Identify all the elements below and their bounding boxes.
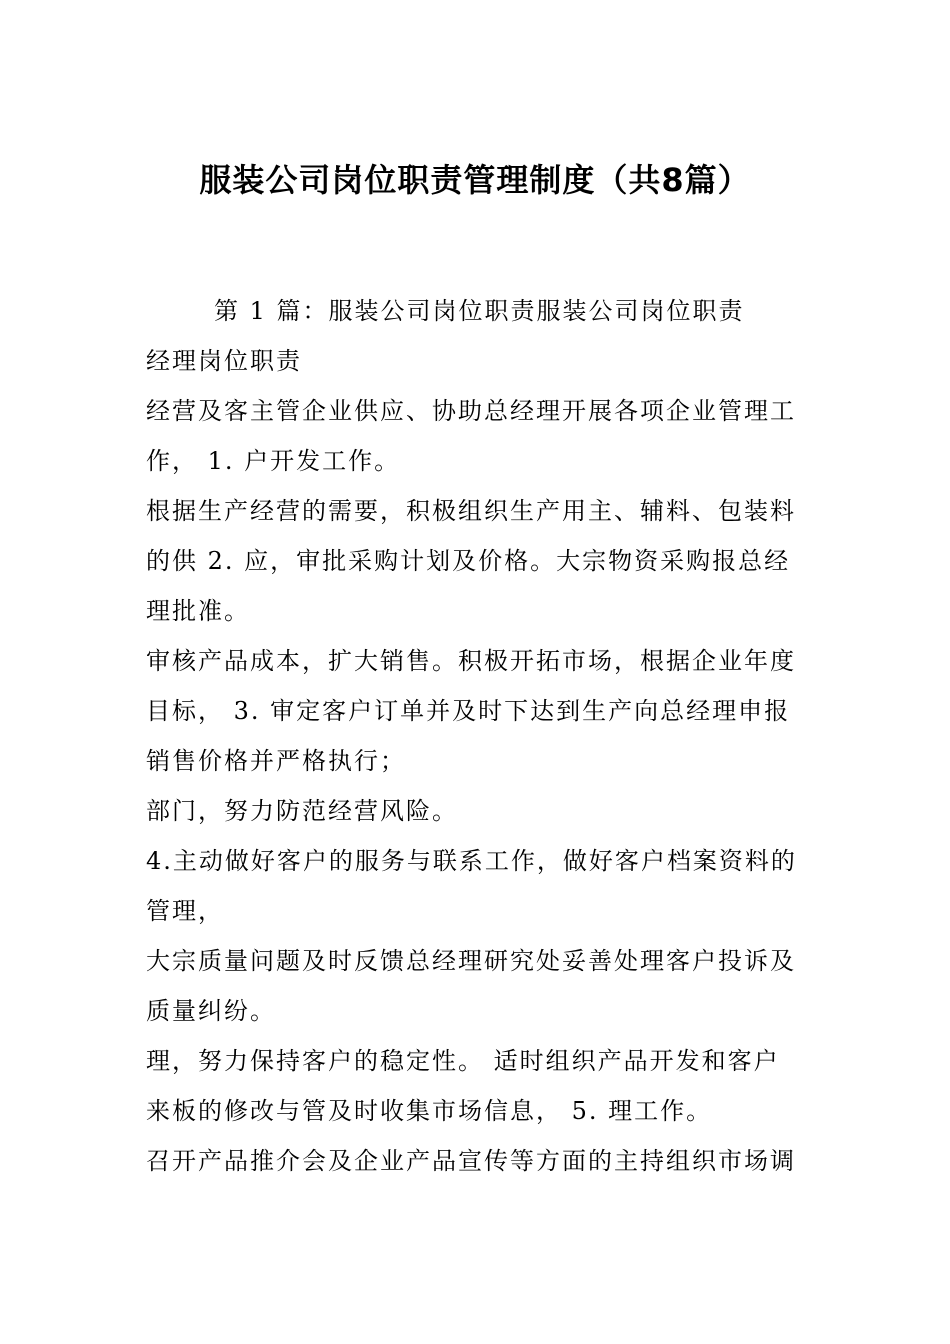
document-title: 服装公司岗位职责管理制度（共8篇）	[199, 161, 751, 199]
paragraph-line: 销售价格并严格执行；	[146, 747, 406, 775]
paragraph-line: 来板的修改与管及时收集市场信息， 5. 理工作。	[146, 1097, 713, 1125]
paragraph-line: 经营及客主管企业供应、协助总经理开展各项企业管理工	[146, 397, 796, 425]
paragraph-line: 理，努力保持客户的稳定性。 适时组织产品开发和客户	[146, 1047, 780, 1075]
paragraph-line: 理批准。	[146, 597, 250, 625]
paragraph-line: 召开产品推介会及企业产品宣传等方面的主持组织市场调	[146, 1147, 796, 1175]
paragraph-line: 根据生产经营的需要，积极组织生产用主、辅料、包装料	[146, 497, 796, 525]
paragraph-line: 4.主动做好客户的服务与联系工作，做好客户档案资料的	[146, 847, 797, 875]
paragraph-line: 审核产品成本，扩大销售。积极开拓市场，根据企业年度	[146, 647, 796, 675]
paragraph-line: 质量纠纷。	[146, 997, 276, 1025]
paragraph-line: 的供 2. 应，审批采购计划及价格。大宗物资采购报总经	[146, 547, 791, 575]
paragraph-line: 经理岗位职责	[146, 347, 302, 375]
chapter-heading: 第 1 篇：服装公司岗位职责服装公司岗位职责	[214, 297, 745, 325]
paragraph-line: 部门，努力防范经营风险。	[146, 797, 458, 825]
paragraph-line: 大宗质量问题及时反馈总经理研究处妥善处理客户投诉及	[146, 947, 796, 975]
document-body	[146, 286, 806, 1186]
paragraph-line: 管理，	[146, 897, 224, 925]
paragraph-line: 作， 1. 户开发工作。	[146, 447, 401, 475]
paragraph-line: 目标， 3. 审定客户订单并及时下达到生产向总经理申报	[146, 697, 791, 725]
